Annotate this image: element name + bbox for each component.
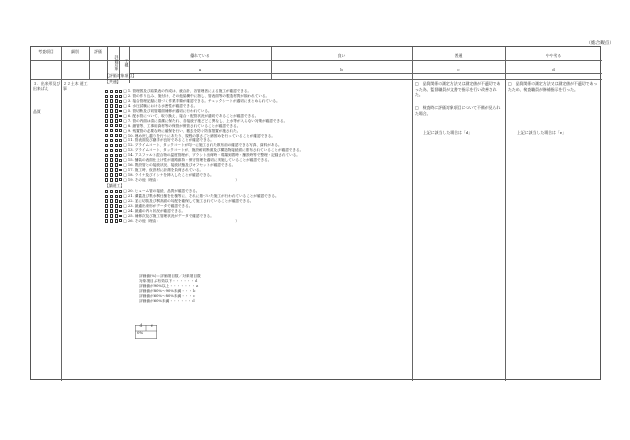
grade-checkbox[interactable] [110,199,113,202]
criteria-checkbox[interactable] [119,144,122,147]
row-item-label: ３．出来形及び出来ばえ [33,81,61,91]
criteria-item [119,218,419,223]
grade-code-d: d [552,67,555,72]
criteria-text: □ 25. 補修次及び施工管理状況がデータで確認できる。 [123,213,214,218]
grade-e-footer: 上記に該当した場合は「e」 [517,130,566,135]
grade-checkbox[interactable] [110,173,113,176]
criteria-text: □ 3. 接合管理記録に基づく作業手順が確認できる。チェックシートが適切にまとめられている。 [123,99,280,104]
formula-line: 評価値が60%未満・・・・・・ｄ [139,299,196,304]
check-row [105,109,118,112]
grade-checkbox[interactable] [115,114,118,117]
grade-checkbox[interactable] [115,144,118,147]
criteria-text: □ 15. 舗装の表面仕上げ性が道路維持・保守管理を適切に実施していることが確認できる。 [123,158,272,163]
grade-checkbox[interactable] [110,149,113,152]
criteria-text: □ 12. プライムコート、タックコートが均一に施工された散布前の確認できる写真、資料がある。 [123,143,282,148]
check-row [105,114,118,117]
grade-d-footer: 上記に該当した場合は「d」 [423,130,473,135]
grade-checkbox[interactable] [115,158,118,161]
criteria-checkbox[interactable] [119,173,122,176]
grade-e-item-1: □ 品質関係の測定方法又は測定値が不適切であったため、検査職員が修補指示を行った。 [508,81,598,92]
grade-checkbox[interactable] [105,204,108,207]
grade-checkbox[interactable] [110,168,113,171]
grade-checkbox[interactable] [115,119,118,122]
check-row [105,209,118,212]
grade-d-item-1: □ 品質関係の測定方法又は測定値が不適切であった為、監督職員が文書で指示を行い改善された。 [415,81,501,98]
grade-checkbox[interactable] [105,173,108,176]
mini-box-e: ｅ [150,323,154,328]
check-row [105,104,118,107]
grade-checkbox[interactable] [105,90,108,93]
grade-checkbox[interactable] [105,190,108,193]
grade-checkbox[interactable] [115,190,118,193]
check-row [105,214,118,217]
grade-checkbox[interactable] [110,204,113,207]
grade-checkbox[interactable] [105,114,108,117]
grade-checkbox[interactable] [105,163,108,166]
grade-checkbox[interactable] [115,95,118,98]
grade-label-a: 優れている [190,53,210,58]
grade-checkbox[interactable] [115,214,118,217]
grade-checkbox[interactable] [105,109,108,112]
corner-label: （総合観点） [586,41,614,46]
grade-checkbox[interactable] [115,204,118,207]
check-row [105,190,118,193]
criteria-checkbox[interactable] [119,219,122,222]
grade-label-b: 良い [337,53,346,58]
criteria-checkbox[interactable] [119,190,122,193]
check-row [105,195,118,198]
criteria-checkbox[interactable] [119,95,122,98]
grade-checkbox[interactable] [110,95,113,98]
criteria-checkbox[interactable] [119,149,122,152]
section-heading: 【評価対象項目】 [105,73,137,78]
criteria-text: □ 18. ライナ及びインナを挿入したことが確認できる。 [123,172,214,177]
grade-checkbox[interactable] [110,109,113,112]
check-row [105,134,118,137]
criteria-text: □ 2. 管の作り込み、施付け、その他協働中に指し、管表面等の製造材質が揃われている。 [123,94,270,99]
grade-checkbox[interactable] [110,195,113,198]
check-row [105,173,118,176]
criteria-text: □ 22. 並に切抜及び桝高面の勾配を確保して施工されていることが確認できる。 [123,199,254,204]
criteria-text: □ 8. 継管等、工事用資材等の保管が保管されていることが確認できる。 [123,123,241,128]
grade-checkbox[interactable] [110,124,113,127]
row-work-label: ２２土木 道工事 [63,81,88,91]
header-eval: 評価 [94,49,102,54]
criteria-text: □ 19. その他（理由： ） [123,177,240,182]
check-row [105,139,118,142]
check-row [105,144,118,147]
grade-checkbox[interactable] [110,114,113,117]
grade-checkbox[interactable] [105,104,108,107]
criteria-checkbox[interactable] [119,119,122,122]
check-row [105,168,118,171]
grade-checkbox[interactable] [105,199,108,202]
check-row [105,129,118,132]
grade-checkbox[interactable] [110,190,113,193]
criteria-checkbox[interactable] [119,210,122,213]
grade-checkbox[interactable] [115,99,118,102]
grade-checkbox[interactable] [105,119,108,122]
section-tag-pavement: 【舗道工】 [105,183,125,188]
header-item: 考査項目 [38,49,54,54]
criteria-text: □ 17. 施工時、仮設材に計測を負荷されている。 [123,167,204,172]
criteria-text: □ 16. 既設管との接続状況、接続状態及びオフセットが確認できる。 [123,162,236,167]
col-line [129,79,130,83]
grade-checkbox[interactable] [105,124,108,127]
grade-checkbox[interactable] [115,139,118,142]
grade-checkbox[interactable] [110,163,113,166]
formula-line: 評価値(%)＝評価項目数／対象項目数 [139,274,201,278]
row-sub-label: 品質 [33,109,41,114]
grade-checkbox[interactable] [115,124,118,127]
criteria-text: □ 9. 残置管の必要な時に確保を行い、撤去を防ぐ防食措置が施された。 [123,128,241,133]
header-type: 細別 [71,49,79,54]
criteria-text: □ 5. 管切断及び切管端面補修が適切に行われている。 [123,108,212,113]
grade-label-c: 普通 [454,53,463,58]
criteria-text: □ 23. 最適出来形がデータで確認できる。 [123,204,193,209]
check-row [105,178,118,181]
criteria-text: □ 24. 最適の内々状況が確認できる。 [123,208,186,213]
criteria-checkbox[interactable] [119,154,122,157]
check-row [105,90,118,93]
grade-checkbox[interactable] [105,214,108,217]
grade-checkbox[interactable] [110,144,113,147]
grade-checkbox[interactable] [110,104,113,107]
grade-checkbox[interactable] [105,168,108,171]
grade-checkbox[interactable] [105,129,108,132]
grade-checkbox[interactable] [110,99,113,102]
criteria-text: □ 20. ヒューム管の接続、品質が確認できる。 [123,189,200,194]
criteria-checkbox[interactable] [119,105,122,108]
mini-box-d: ｄ [139,323,143,328]
criteria-checkbox[interactable] [119,115,122,118]
criteria-text: □ 7. 管の内面は清に清潔に保たれ、各接続子施どどこ異なし、上水等が入らない対策が確認できる。 [123,118,288,123]
evaluation-table [30,46,601,380]
grade-checkbox[interactable] [105,209,108,212]
grade-checkbox[interactable] [115,149,118,152]
grade-checkbox[interactable] [105,95,108,98]
grade-checkbox[interactable] [115,209,118,212]
criteria-text: □ 4. 水圧試験における水密性が確認できる。 [123,104,198,109]
criteria-text: □ 14. アスファルト混合物の温度管理が、プラント出荷時・現場到着時・舗設時等で整理・記録されている。 [123,153,300,158]
grade-checkbox[interactable] [115,178,118,181]
grade-checkbox[interactable] [105,139,108,142]
criteria-checkbox[interactable] [119,205,122,208]
grade-checkbox[interactable] [115,219,118,222]
grade-d-item-2: □ 検査時に評価対象項目について不備が見られた場合。 [415,105,501,116]
grade-checkbox[interactable] [110,134,113,137]
criteria-checkbox[interactable] [119,200,122,203]
grade-checkbox[interactable] [105,178,108,181]
criteria-checkbox[interactable] [119,139,122,142]
check-row [105,154,118,157]
check-row [105,204,118,207]
evaluation-formula [139,274,201,305]
header-eval-column: 工種 [125,59,130,67]
grade-checkbox[interactable] [105,158,108,161]
criteria-checkbox[interactable] [119,124,122,127]
check-row [105,219,118,222]
grade-checkbox[interactable] [110,129,113,132]
grade-checkbox[interactable] [115,173,118,176]
criteria-checkbox[interactable] [119,215,122,218]
mini-box-percent: 0% [137,329,144,335]
grade-checkbox[interactable] [110,119,113,122]
check-row [105,95,118,98]
grade-code-c: c [457,67,460,72]
check-row [105,99,118,102]
check-row [105,163,118,166]
grade-checkbox[interactable] [115,90,118,93]
grade-checkbox[interactable] [110,214,113,217]
formula-line: 対象項目ぷ有効以下・・・・・・ｄ [139,279,198,284]
header-eval-target: 評価対象 [115,55,120,71]
grade-checkbox[interactable] [115,109,118,112]
criteria-text: □ 21. 溝蓋及び集水桝仕様を仕様等に、それに基づいた施工が行われていることが確認できる。 [123,194,279,199]
criteria-text: □ 10. 埋め戻し越りを行うにあたり、規程の厚さごと締固めを行っていることが確認できる。 [123,133,275,138]
grade-checkbox[interactable] [105,219,108,222]
grade-code-b: b [340,67,343,72]
criteria-checkbox[interactable] [119,129,122,132]
grade-checkbox[interactable] [105,195,108,198]
grade-checkbox[interactable] [110,154,113,157]
grade-checkbox[interactable] [105,99,108,102]
grade-checkbox[interactable] [115,199,118,202]
criteria-text: □ 6. 配水管について、取り換え、接合・配管状況が適切であることが確認できる。 [123,113,259,118]
col-line [271,47,272,79]
grade-checkbox[interactable] [110,90,113,93]
criteria-checkbox[interactable] [119,90,122,93]
grade-checkbox[interactable] [115,163,118,166]
grade-checkbox[interactable] [105,154,108,157]
check-row [105,158,118,161]
criteria-checkbox[interactable] [119,100,122,103]
criteria-checkbox[interactable] [119,178,122,181]
criteria-list-common [119,89,419,182]
grade-checkbox[interactable] [105,144,108,147]
col-line [61,47,62,381]
grade-checkbox[interactable] [105,149,108,152]
check-row [105,124,118,127]
grade-mini-box [135,324,157,338]
criteria-checkbox[interactable] [119,159,122,162]
grade-checkbox[interactable] [115,129,118,132]
criteria-checkbox[interactable] [119,134,122,137]
check-row [105,199,118,202]
grade-checkbox[interactable] [105,134,108,137]
formula-line: 評価値が60%～80%未満・・・ｃ [139,294,196,299]
grade-checkbox[interactable] [115,154,118,157]
grade-checkbox[interactable] [115,104,118,107]
criteria-checkbox[interactable] [119,110,122,113]
formula-line: 評価値が80%～90%未満・・・ｂ [139,289,196,294]
criteria-list-pavement [119,189,419,223]
criteria-item [119,177,419,182]
grade-checkbox[interactable] [110,158,113,161]
grade-label-d: やや劣る [545,53,562,58]
grade-checkbox[interactable] [115,195,118,198]
grade-checkbox[interactable] [110,178,113,181]
section-tag-common: 【共通】 [105,79,121,84]
criteria-text: □ 26. その他（理由： ） [123,218,240,223]
criteria-checkbox[interactable] [119,169,122,172]
grade-checkbox[interactable] [115,168,118,171]
criteria-text: □ 11. 管表面及び継手が良好であることが確認できる。 [123,138,214,143]
col-line [505,47,506,381]
criteria-text: □ 1. 管理図及び結果表の作成は、統合計、各管理者による施工が確認できる。 [123,89,252,94]
grade-checkbox[interactable] [110,219,113,222]
grade-checkbox[interactable] [115,134,118,137]
formula-line: 評価値が90%以上・・・・・・・ａ [139,284,199,289]
criteria-text: □ 13. プライムコート、タックコートが、施設耐切断面及び構造物接続面に塗布されていることが確認できる。 [123,148,304,153]
criteria-checkbox[interactable] [119,195,122,198]
check-row [105,119,118,122]
grade-code-divider [129,73,602,74]
grade-code-a: a [198,67,202,72]
grade-checkbox[interactable] [110,139,113,142]
criteria-checkbox[interactable] [119,164,122,167]
grade-checkbox[interactable] [110,209,113,212]
check-row [105,149,118,152]
